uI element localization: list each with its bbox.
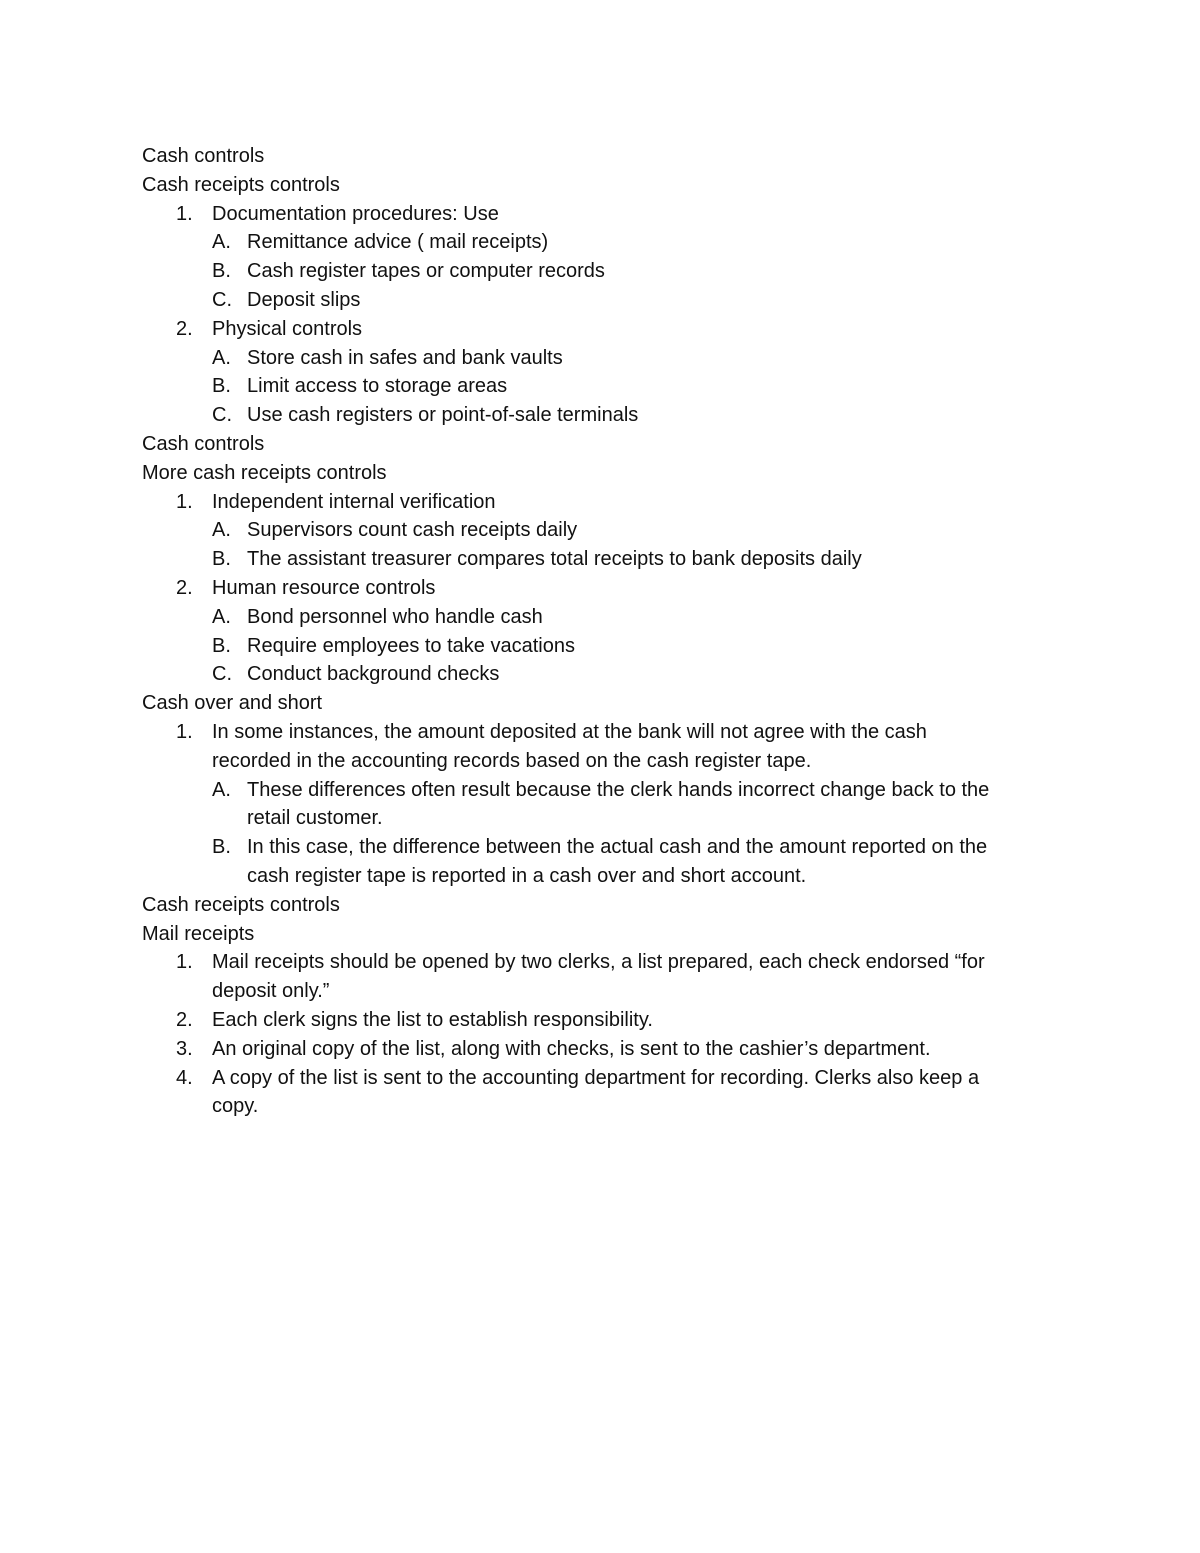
line-text: Require employees to take vacations xyxy=(247,634,575,657)
list-marker: A. xyxy=(212,519,231,542)
lettered-list-item xyxy=(142,833,1062,862)
list-marker: 2. xyxy=(176,317,193,340)
list-marker: 2. xyxy=(176,576,193,599)
line-text: deposit only.” xyxy=(212,980,330,1003)
line-text: Physical controls xyxy=(212,317,363,340)
line-text: Conduct background checks xyxy=(247,663,500,686)
lettered-list-item xyxy=(142,603,1062,632)
numbered-list-item xyxy=(142,315,1062,344)
lettered-list-item xyxy=(142,401,1062,430)
line-text: copy. xyxy=(212,1095,259,1118)
list-marker: 4. xyxy=(176,1066,193,1089)
line-text: A copy of the list is sent to the accounting department for recording. Clerks also keep a xyxy=(212,1066,980,1089)
list-marker: B. xyxy=(212,634,231,657)
line-text: Bond personnel who handle cash xyxy=(247,605,543,628)
numbered-list-item xyxy=(142,948,1062,977)
line-text: Use cash registers or point-of-sale terminals xyxy=(247,404,639,427)
lettered-list-item xyxy=(142,228,1062,257)
numbered-list-item xyxy=(142,747,1062,776)
line-text: These differences often result because the clerk hands incorrect change back to the xyxy=(247,778,990,801)
section-heading xyxy=(142,920,1062,949)
lettered-list-item xyxy=(142,632,1062,661)
lettered-list-item xyxy=(142,862,1062,891)
numbered-list-item xyxy=(142,200,1062,229)
line-text: Cash receipts controls xyxy=(142,893,340,916)
section-heading xyxy=(142,459,1062,488)
list-marker: 1. xyxy=(176,490,193,513)
line-text: An original copy of the list, along with checks, is sent to the cashier’s department. xyxy=(212,1037,931,1060)
lettered-list-item xyxy=(142,545,1062,574)
line-text: Mail receipts should be opened by two clerks, a list prepared, each check endorsed “for xyxy=(212,951,985,974)
list-marker: B. xyxy=(212,548,231,571)
list-marker: A. xyxy=(212,231,231,254)
line-text: Cash receipts controls xyxy=(142,173,340,196)
line-text: Cash controls xyxy=(142,432,265,455)
lettered-list-item xyxy=(142,804,1062,833)
line-text: Remittance advice ( mail receipts) xyxy=(247,231,549,254)
list-marker: C. xyxy=(212,404,232,427)
numbered-list-item xyxy=(142,977,1062,1006)
list-marker: B. xyxy=(212,260,231,283)
line-text: Deposit slips xyxy=(247,288,361,311)
line-text: Mail receipts xyxy=(142,922,255,945)
numbered-list-item xyxy=(142,1035,1062,1064)
line-text: cash register tape is reported in a cash over and short account. xyxy=(247,864,807,887)
numbered-list-item xyxy=(142,1006,1062,1035)
list-marker: A. xyxy=(212,346,231,369)
list-marker: 3. xyxy=(176,1037,193,1060)
line-text: More cash receipts controls xyxy=(142,461,387,484)
lettered-list-item xyxy=(142,372,1062,401)
line-text: Human resource controls xyxy=(212,576,436,599)
list-marker: B. xyxy=(212,375,231,398)
section-heading xyxy=(142,142,1062,171)
line-text: In some instances, the amount deposited at the bank will not agree with the cash xyxy=(212,720,927,743)
line-text: The assistant treasurer compares total receipts to bank deposits daily xyxy=(247,548,862,571)
lettered-list-item xyxy=(142,660,1062,689)
lettered-list-item xyxy=(142,257,1062,286)
line-text: Documentation procedures: Use xyxy=(212,202,499,225)
lettered-list-item xyxy=(142,286,1062,315)
line-text: retail customer. xyxy=(247,807,383,830)
section-heading xyxy=(142,689,1062,718)
line-text: Supervisors count cash receipts daily xyxy=(247,519,578,542)
section-heading xyxy=(142,430,1062,459)
list-marker: A. xyxy=(212,778,231,801)
list-marker: C. xyxy=(212,288,232,311)
numbered-list-item xyxy=(142,718,1062,747)
line-text: Store cash in safes and bank vaults xyxy=(247,346,563,369)
list-marker: A. xyxy=(212,605,231,628)
line-text: Each clerk signs the list to establish responsibility. xyxy=(212,1008,653,1031)
section-heading xyxy=(142,891,1062,920)
list-marker: 1. xyxy=(176,202,193,225)
numbered-list-item xyxy=(142,574,1062,603)
list-marker: 2. xyxy=(176,1008,193,1031)
lettered-list-item xyxy=(142,516,1062,545)
line-text: Cash register tapes or computer records xyxy=(247,260,605,283)
line-text: Cash controls xyxy=(142,145,265,167)
numbered-list-item xyxy=(142,1092,1062,1121)
line-text: recorded in the accounting records based on the cash register tape. xyxy=(212,749,812,772)
list-marker: C. xyxy=(212,663,232,686)
lettered-list-item xyxy=(142,776,1062,805)
list-marker: B. xyxy=(212,836,231,859)
list-marker: 1. xyxy=(176,720,193,743)
document-body xyxy=(142,142,1062,1121)
section-heading xyxy=(142,171,1062,200)
lettered-list-item xyxy=(142,344,1062,373)
line-text: In this case, the difference between the actual cash and the amount reported on the xyxy=(247,836,988,859)
numbered-list-item xyxy=(142,1064,1062,1093)
list-marker: 1. xyxy=(176,951,193,974)
line-text: Limit access to storage areas xyxy=(247,375,508,398)
line-text: Independent internal verification xyxy=(212,490,496,513)
line-text: Cash over and short xyxy=(142,692,323,715)
numbered-list-item xyxy=(142,488,1062,517)
